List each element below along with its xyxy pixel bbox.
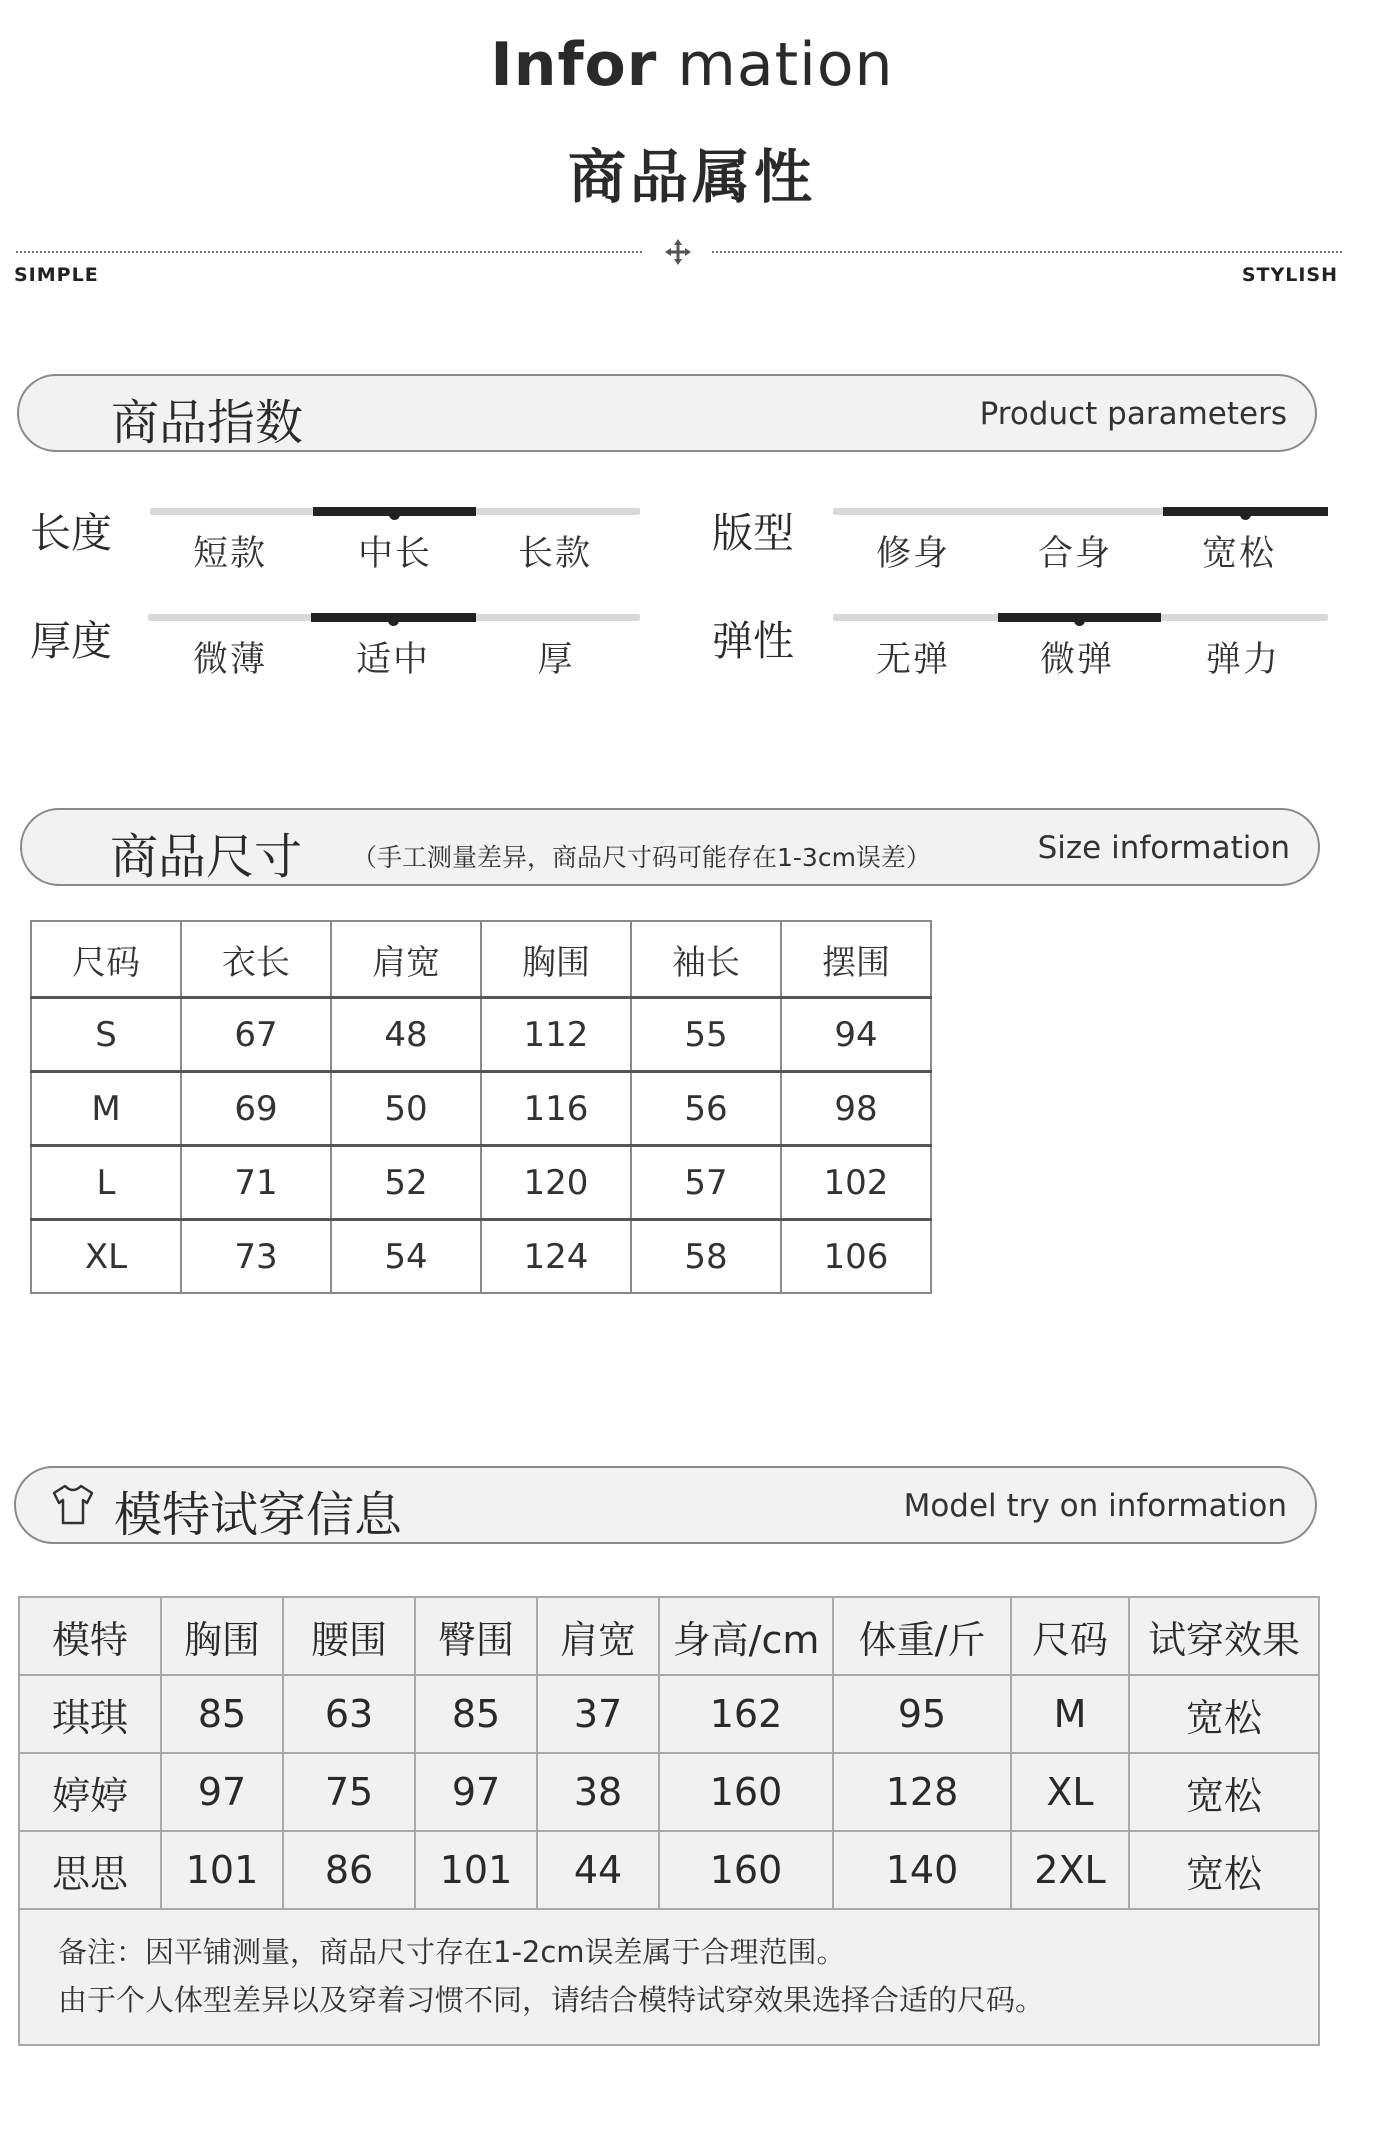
column-header: 模特 (19, 1597, 161, 1675)
table-cell: 162 (659, 1675, 833, 1753)
scale-marker (389, 509, 400, 520)
model-section-title: 模特试穿信息 (114, 1487, 403, 1543)
title-en-part1: Infor (490, 30, 658, 100)
scale-marker (1074, 615, 1085, 626)
scale-option: 微薄 (192, 640, 267, 680)
scale-option: 长款 (517, 534, 592, 574)
column-header: 臀围 (415, 1597, 537, 1675)
table-cell: 婷婷 (19, 1753, 161, 1831)
table-cell: 58 (631, 1220, 781, 1294)
table-row (31, 1220, 931, 1294)
size-section-title: 商品尺寸 (110, 829, 303, 885)
tshirt-icon (50, 1482, 96, 1526)
column-header: 肩宽 (331, 921, 481, 998)
size-table (30, 920, 932, 1294)
scale-marker (1240, 509, 1251, 520)
table-cell: 75 (283, 1753, 415, 1831)
scale-option: 合身 (1037, 534, 1112, 574)
table-cell: 48 (331, 998, 481, 1072)
scale-label-thickness: 厚度 (30, 617, 112, 665)
table-cell: M (31, 1072, 181, 1146)
table-cell: 琪琪 (19, 1675, 161, 1753)
table-cell: 37 (537, 1675, 659, 1753)
table-cell: 120 (481, 1146, 631, 1220)
note-line-1: 备注：因平铺测量，商品尺寸存在1-2cm误差属于合理范围。 (58, 1935, 846, 1969)
table-cell: 56 (631, 1072, 781, 1146)
table-cell: 101 (415, 1831, 537, 1909)
table-cell: 85 (161, 1675, 283, 1753)
scale-option: 厚 (537, 640, 575, 680)
model-table (18, 1596, 1320, 2046)
table-cell: 宽松 (1129, 1675, 1319, 1753)
scale-thickness (148, 614, 640, 680)
table-note-row (19, 1909, 1319, 2045)
table-cell: 101 (161, 1831, 283, 1909)
size-section-header (20, 808, 1320, 886)
size-section-subtitle: Size information (1037, 830, 1290, 866)
scale-option-selected: 微弹 (1039, 640, 1114, 680)
scale-fit (833, 508, 1328, 574)
note-line-2: 由于个人体型差异以及穿着习惯不同，请结合模特试穿效果选择合适的尺码。 (58, 1983, 1045, 2017)
scale-length (150, 508, 640, 574)
table-cell: 86 (283, 1831, 415, 1909)
page-title-en (0, 30, 1384, 100)
params-section-title: 商品指数 (111, 395, 304, 451)
table-cell: 106 (781, 1220, 931, 1294)
table-cell: S (31, 998, 181, 1072)
table-row (31, 1146, 931, 1220)
column-header: 衣长 (181, 921, 331, 998)
table-row (31, 1072, 931, 1146)
scale-option-selected: 中长 (357, 534, 432, 574)
table-cell: 55 (631, 998, 781, 1072)
table-row (19, 1675, 1319, 1753)
table-cell: 124 (481, 1220, 631, 1294)
table-cell: 57 (631, 1146, 781, 1220)
table-cell: 思思 (19, 1831, 161, 1909)
size-table-header (31, 921, 931, 998)
column-header: 身高/cm (659, 1597, 833, 1675)
label-stylish: STYLISH (1241, 264, 1338, 286)
column-header: 袖长 (631, 921, 781, 998)
table-cell: 38 (537, 1753, 659, 1831)
model-section-header (14, 1466, 1317, 1544)
scale-marker (388, 615, 399, 626)
column-header: 胸围 (161, 1597, 283, 1675)
params-section-header (17, 374, 1317, 452)
column-header: 摆围 (781, 921, 931, 998)
divider-right (712, 251, 1342, 253)
table-cell: 97 (161, 1753, 283, 1831)
table-cell: 160 (659, 1831, 833, 1909)
column-header: 胸围 (481, 921, 631, 998)
model-table-note (19, 1909, 1319, 2045)
column-header: 尺码 (1011, 1597, 1129, 1675)
table-cell: 44 (537, 1831, 659, 1909)
table-cell: 73 (181, 1220, 331, 1294)
divider-left (16, 251, 642, 253)
table-cell: 102 (781, 1146, 931, 1220)
column-header: 尺码 (31, 921, 181, 998)
scale-elasticity (833, 614, 1328, 680)
scale-option: 短款 (192, 534, 267, 574)
table-cell: 94 (781, 998, 931, 1072)
table-cell: 50 (331, 1072, 481, 1146)
column-header: 腰围 (283, 1597, 415, 1675)
page-title-cn: 商品属性 (567, 143, 816, 211)
table-cell: 85 (415, 1675, 537, 1753)
params-section-subtitle: Product parameters (979, 396, 1287, 432)
table-cell: M (1011, 1675, 1129, 1753)
table-cell: 69 (181, 1072, 331, 1146)
table-cell: 2XL (1011, 1831, 1129, 1909)
table-cell: 160 (659, 1753, 833, 1831)
size-section-note: （手工测量差异，商品尺寸码可能存在1-3cm误差） (352, 843, 931, 872)
model-section-subtitle: Model try on information (903, 1488, 1287, 1524)
table-cell: 140 (833, 1831, 1011, 1909)
table-cell: 128 (833, 1753, 1011, 1831)
table-cell: L (31, 1146, 181, 1220)
table-cell: 宽松 (1129, 1831, 1319, 1909)
table-cell: 116 (481, 1072, 631, 1146)
table-cell: XL (1011, 1753, 1129, 1831)
table-row (19, 1831, 1319, 1909)
title-en-part2: mation (657, 30, 894, 100)
scale-option: 无弹 (875, 640, 950, 680)
table-cell: 71 (181, 1146, 331, 1220)
table-row (19, 1753, 1319, 1831)
scale-option-selected: 适中 (355, 640, 430, 680)
scale-option: 弹力 (1205, 640, 1280, 680)
table-row (31, 998, 931, 1072)
scale-option-selected: 宽松 (1201, 534, 1276, 574)
scale-label-fit: 版型 (712, 509, 794, 557)
column-header: 肩宽 (537, 1597, 659, 1675)
table-cell: 112 (481, 998, 631, 1072)
scale-option: 修身 (875, 534, 950, 574)
table-cell: 95 (833, 1675, 1011, 1753)
model-table-header (19, 1597, 1319, 1675)
scale-label-elasticity: 弹性 (712, 617, 794, 665)
column-header: 试穿效果 (1129, 1597, 1319, 1675)
label-simple: SIMPLE (14, 264, 99, 286)
scale-label-length: 长度 (30, 509, 112, 557)
table-cell: 52 (331, 1146, 481, 1220)
table-cell: 67 (181, 998, 331, 1072)
table-cell: 63 (283, 1675, 415, 1753)
column-header: 体重/斤 (833, 1597, 1011, 1675)
table-cell: XL (31, 1220, 181, 1294)
table-cell: 97 (415, 1753, 537, 1831)
table-cell: 宽松 (1129, 1753, 1319, 1831)
table-cell: 98 (781, 1072, 931, 1146)
cross-arrows-icon (662, 236, 694, 268)
table-cell: 54 (331, 1220, 481, 1294)
